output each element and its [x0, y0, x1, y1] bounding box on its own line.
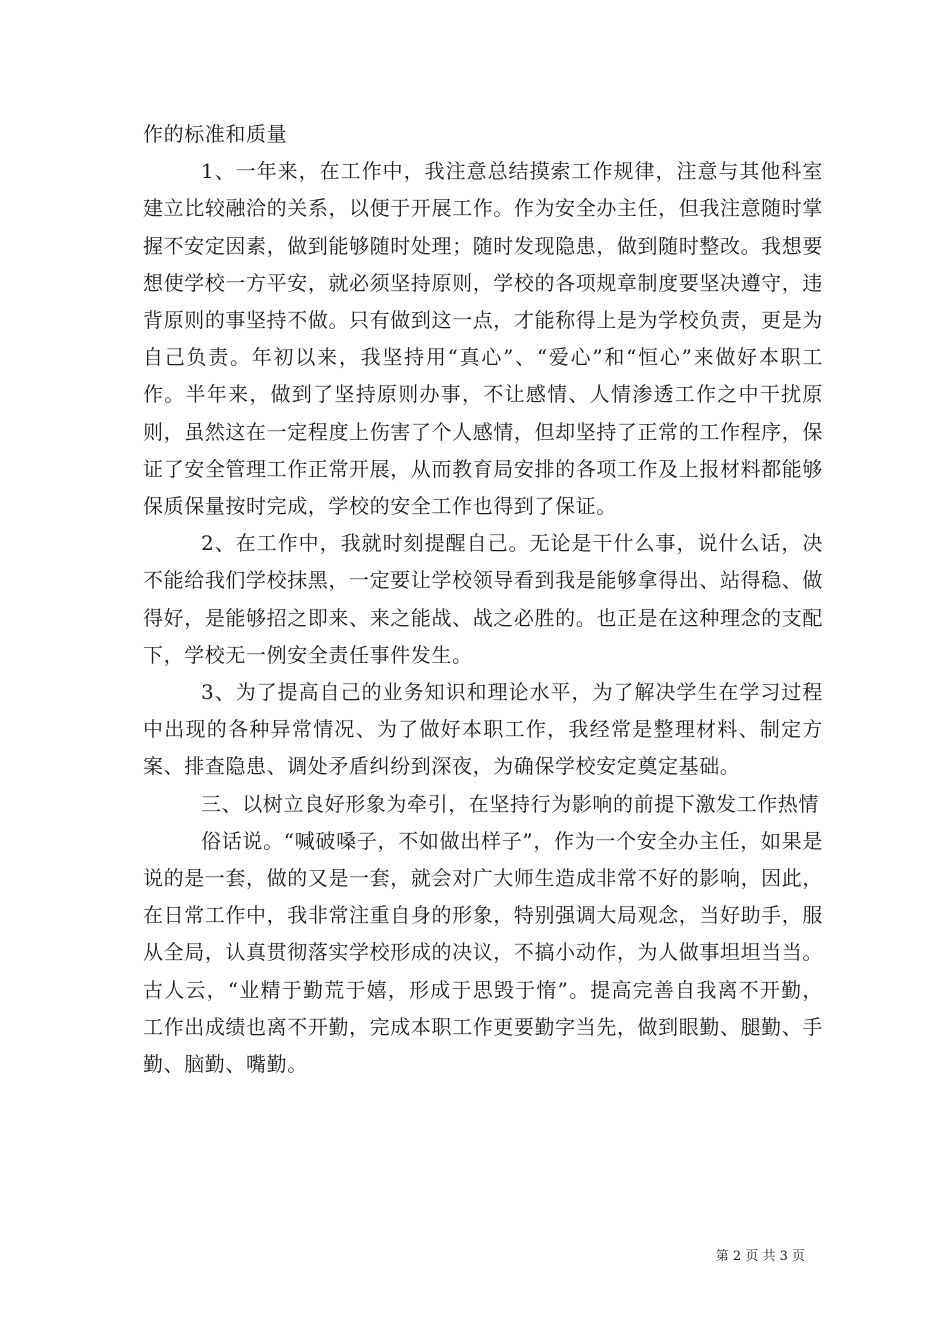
- paragraph-4: 3、为了提高自己的业务知识和理论水平，为了解决学生在学习过程中出现的各种异常情况、为了做好本职工作，我经常是整理材料、制定方案、排查隐患、调处矛盾纠纷到深夜，为确保学校安定奠定基础。: [143, 680, 823, 779]
- section-heading: 三、以树立良好形象为牵引，在坚持行为影响的前提下激发工作热情: [201, 791, 819, 816]
- paragraph-5: 俗话说。“喊破嗓子，不如做出样子”，作为一个安全办主任，如果是说的是一套，做的又是一套，就会对广大师生造成非常不好的影响，因此，在日常工作中，我非常注重自身的形象，特别强调大局观念，当好助手，服从全局，认真贯彻落实学校形成的决议，不搞小动作，为人做事坦坦当当。古人云，“业精于勤荒于嬉，形成于思毁于惰”。提高完善自我离不开勤，工作出成绩也离不开勤，完成本职工作更要勤字当先，做到眼勤、腿勤、手勤、脑勤、嘴勤。: [143, 828, 823, 1077]
- page-number-footer: 第 2 页 共 3 页: [715, 1249, 805, 1264]
- paragraph-1: 作的标准和质量: [143, 122, 288, 146]
- paragraph-3: 2、在工作中，我就时刻提醒自己。无论是干什么事，说什么话，决不能给我们学校抹黑，一定要让学校领导看到我是能够拿得出、站得稳、做得好，是能够招之即来、来之能战、战之必胜的。也正是在这种理念的支配下，学校无一例安全责任事件发生。: [143, 531, 823, 667]
- document-body: [143, 116, 823, 1083]
- paragraph-2: 1、一年来，在工作中，我注意总结摸索工作规律，注意与其他科室建立比较融洽的关系，以便于开展工作。作为安全办主任，但我注意随时掌握不安定因素，做到能够随时处理；随时发现隐患，做到随时整改。我想要想使学校一方平安，就必须坚持原则，学校的各项规章制度要坚决遵守，违背原则的事坚持不做。只有做到这一点，才能称得上是为学校负责，更是为自己负责。年初以来，我坚持用“真心”、“爱心”和“恒心”来做好本职工作。半年来，做到了坚持原则办事，不让感情、人情渗透工作之中干扰原则，虽然这在一定程度上伤害了个人感情，但却坚持了正常的工作程序，保证了安全管理工作正常开展，从而教育局安排的各项工作及上报材料都能够保质保量按时完成，学校的安全工作也得到了保证。: [143, 159, 823, 519]
